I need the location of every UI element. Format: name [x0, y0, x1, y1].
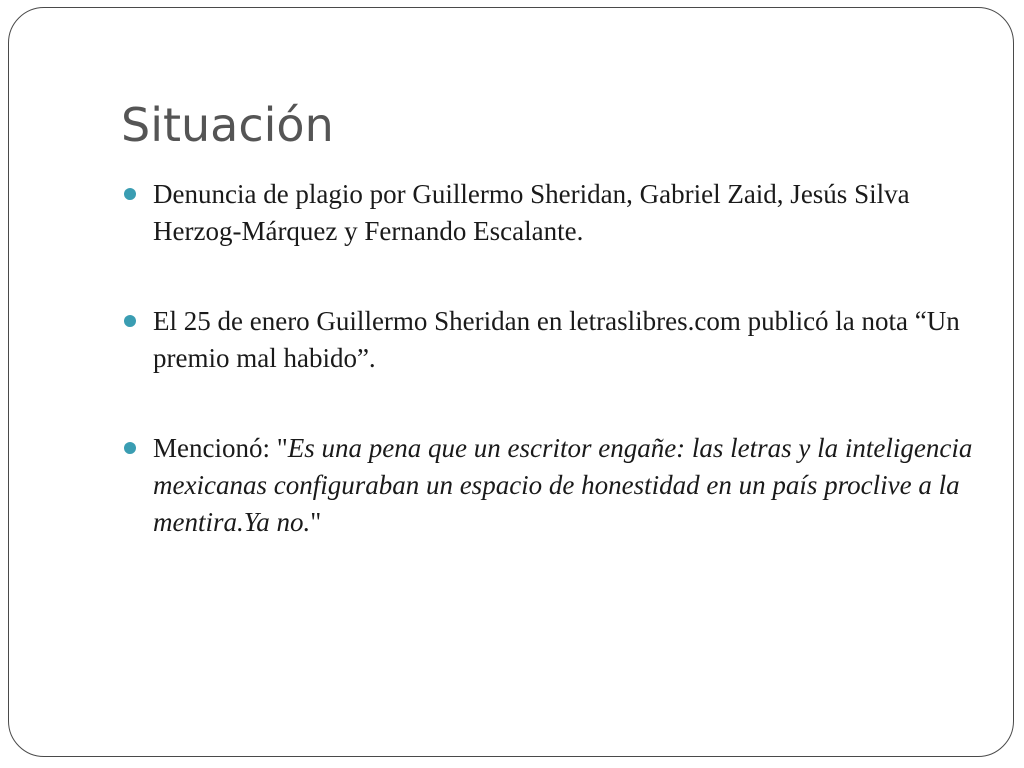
bullet-dot-icon: [124, 188, 136, 200]
bullet-lead-text: Mencionó: ": [153, 433, 288, 463]
slide: [8, 7, 1014, 757]
bullet-item: [121, 303, 981, 377]
slide-title: Situación: [121, 98, 334, 152]
bullet-quote-text: Es una pena que un escritor engañe: las letras y la inteligencia mexicanas configuraban un espacio de honestidad en un país proclive a la mentira.Ya no.: [153, 433, 973, 537]
bullet-item: [121, 430, 981, 541]
bullet-list: [121, 176, 981, 541]
bullet-text: El 25 de enero Guillermo Sheridan en letraslibres.com publicó la nota “Un premio mal habido”.: [153, 306, 960, 373]
bullet-dot-icon: [124, 315, 136, 327]
bullet-text: Denuncia de plagio por Guillermo Sheridan, Gabriel Zaid, Jesús Silva Herzog-Márquez y Fernando Escalante.: [153, 179, 910, 246]
bullet-dot-icon: [124, 442, 136, 454]
bullet-tail-text: ": [310, 507, 322, 537]
bullet-item: [121, 176, 981, 250]
